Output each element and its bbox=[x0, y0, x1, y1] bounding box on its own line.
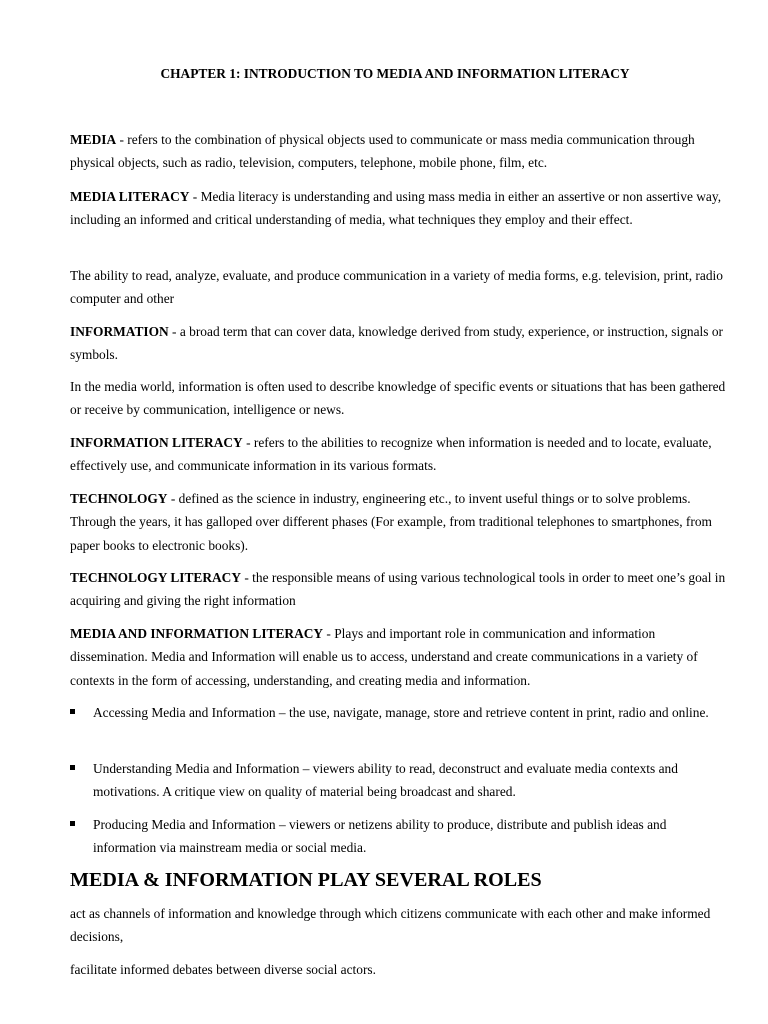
roles-paragraph: facilitate informed debates between diverse social actors. bbox=[70, 962, 376, 977]
definition-media-literacy: - Media literacy is understanding and using mass media in either an assertive or non assertive way, including an informed and critical understanding of media, what techniques they employ and their effect. bbox=[70, 189, 722, 228]
term-information-literacy: INFORMATION LITERACY bbox=[70, 435, 243, 450]
definition-mil: - Plays and important role in communication and information dissemination. Media and Information will enable us to access, understand and create communications in a variety of contexts in the form of accessing, understanding, and creating media and information. bbox=[70, 626, 698, 688]
paragraph-mil bbox=[70, 622, 726, 692]
term-media: MEDIA bbox=[70, 132, 117, 147]
term-mil: MEDIA AND INFORMATION LITERACY bbox=[70, 626, 324, 641]
term-media-literacy: MEDIA LITERACY bbox=[70, 189, 190, 204]
paragraph-text: In the media world, information is often used to describe knowledge of specific events or situations that has been gathered or receive by communication, intelligence or news. bbox=[70, 379, 726, 418]
paragraph-information-literacy bbox=[70, 431, 726, 478]
paragraph-media-literacy bbox=[70, 185, 726, 232]
list-item-text: Understanding Media and Information – viewers ability to read, deconstruct and evaluate media contexts and motivations. A critique view on quality of material being broadcast and shared. bbox=[93, 761, 678, 800]
definition-technology: - defined as the science in industry, engineering etc., to invent useful things or to solve problems. Through the years, it has galloped over different phases (For example, from traditional telephones to smartphones, from paper books to electronic books). bbox=[70, 491, 712, 553]
list-item bbox=[70, 701, 726, 724]
bullet-icon bbox=[70, 821, 75, 826]
paragraph-media-world bbox=[70, 375, 726, 422]
paragraph-technology-literacy bbox=[70, 566, 726, 613]
page-title: CHAPTER 1: INTRODUCTION TO MEDIA AND INFORMATION LITERACY bbox=[160, 66, 630, 81]
section-heading: MEDIA & INFORMATION PLAY SEVERAL ROLES bbox=[70, 869, 542, 891]
term-technology-literacy: TECHNOLOGY LITERACY bbox=[70, 570, 242, 585]
paragraph-information bbox=[70, 320, 726, 367]
paragraph-text: The ability to read, analyze, evaluate, and produce communication in a variety of media forms, e.g. television, print, radio computer and other bbox=[70, 268, 723, 307]
paragraph-ability bbox=[70, 264, 726, 311]
term-information: INFORMATION bbox=[70, 324, 169, 339]
roles-paragraph: act as channels of information and knowledge through which citizens communicate with each other and make informed decisions, bbox=[70, 906, 711, 945]
paragraph-technology bbox=[70, 487, 726, 557]
definition-media: - refers to the combination of physical objects used to communicate or mass media communication through physical objects, such as radio, television, computers, telephone, mobile phone, film, etc. bbox=[70, 132, 695, 171]
list-item-text: Accessing Media and Information – the use, navigate, manage, store and retrieve content in print, radio and online. bbox=[93, 705, 709, 720]
bullet-icon bbox=[70, 709, 75, 714]
paragraph-media bbox=[70, 128, 726, 175]
bullet-icon bbox=[70, 765, 75, 770]
term-technology: TECHNOLOGY bbox=[70, 491, 168, 506]
list-item bbox=[70, 813, 726, 860]
definition-information-literacy: - refers to the abilities to recognize when information is needed and to locate, evaluate, effectively use, and communicate information in its various formats. bbox=[70, 435, 712, 474]
definition-information: - a broad term that can cover data, knowledge derived from study, experience, or instruction, signals or symbols. bbox=[70, 324, 723, 363]
definition-technology-literacy: - the responsible means of using various technological tools in order to meet one’s goal in acquiring and giving the right information bbox=[70, 570, 726, 609]
list-item-text: Producing Media and Information – viewers or netizens ability to produce, distribute and publish ideas and information via mainstream media or social media. bbox=[93, 817, 667, 856]
list-item bbox=[70, 757, 726, 804]
